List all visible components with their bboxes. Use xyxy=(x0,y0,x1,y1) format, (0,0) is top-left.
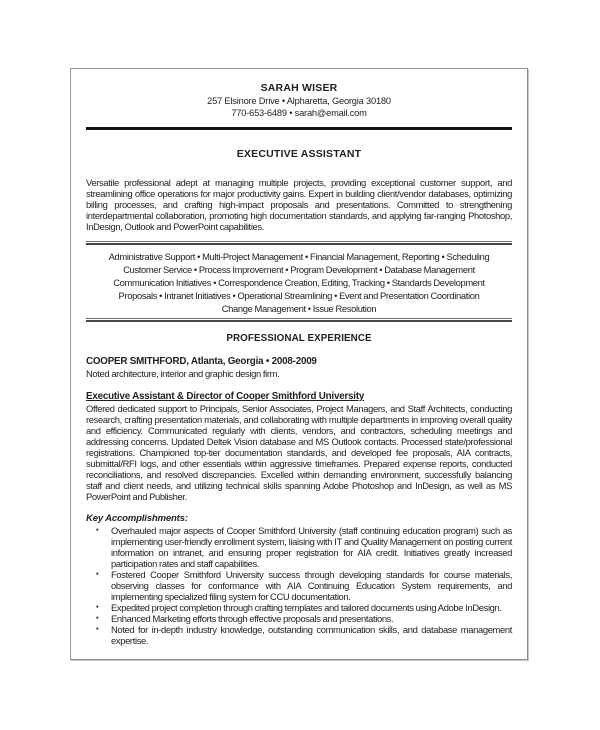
square-bullet-icon: ▪ xyxy=(96,525,99,534)
square-bullet-icon: ▪ xyxy=(96,624,99,633)
accomplishment-text: Enhanced Marketing efforts through effective proposals and presentations. xyxy=(111,613,394,624)
employer-line: COOPER SMITHFORD, Atlanta, Georgia • 2008-2009 xyxy=(86,356,317,367)
address-line: 257 Elsinore Drive • Alpharetta, Georgia 30180 xyxy=(207,96,391,106)
square-bullet-icon: ▪ xyxy=(96,569,99,578)
candidate-name: SARAH WISER xyxy=(260,82,338,94)
accomplishments-list xyxy=(86,525,512,646)
skills-line: Communication Initiatives • Correspondence Creation, Editing, Tracking • Standards Development xyxy=(113,277,485,288)
accomplishment-item xyxy=(86,569,512,602)
square-bullet-icon: ▪ xyxy=(96,602,99,611)
accomplishment-text: Expedited project completion through crafting templates and tailored documents using Adobe InDesign. xyxy=(111,602,502,613)
skills-line: Administrative Support • Multi-Project Management • Financial Management, Reporting • Scheduling xyxy=(108,251,490,262)
header-divider xyxy=(86,127,512,130)
phone-email-line: 770-653-6489 • sarah@email.com xyxy=(231,108,367,118)
section-heading-professional-experience: PROFESSIONAL EXPERIENCE xyxy=(226,333,372,344)
employer-description: Noted architecture, interior and graphic design firm. xyxy=(86,368,280,379)
role-title: Executive Assistant & Director of Cooper Smithford University xyxy=(86,391,365,402)
accomplishment-item xyxy=(86,602,512,613)
accomplishment-item xyxy=(86,525,512,569)
accomplishment-text: Fostered Cooper Smithford University success through developing standards for course materials, observing classes for conformance with AIA Continuing Education System requirements, and implementing specialized filing system for CCU documentation. xyxy=(111,569,512,602)
skills-line: Customer Service • Process Improvement • Program Development • Database Management xyxy=(123,264,475,275)
square-bullet-icon: ▪ xyxy=(96,613,99,622)
document-title: EXECUTIVE ASSISTANT xyxy=(236,148,362,160)
accomplishment-text: Noted for in-depth industry knowledge, outstanding communication skills, and database management expertise. xyxy=(111,624,512,646)
accomplishment-text: Overhauled major aspects of Cooper Smithford University (staff continuing education program) such as implementing user-friendly enrollment system, liaising with IT and Quality Management on posting current information on intranet, and ensuring proper registration for AIA credit. Initiatives greatly increased participation rates and staff capabilities. xyxy=(111,525,512,569)
skills-divider-top xyxy=(86,241,512,245)
skills-line: Proposals • Intranet Initiatives • Operational Streamlining • Event and Presentation Coordination xyxy=(118,290,480,301)
accomplishment-item xyxy=(86,613,512,624)
skills-line: Change Management • Issue Resolution xyxy=(221,303,377,314)
resume-page xyxy=(70,68,528,660)
skills-list xyxy=(86,250,512,315)
summary-paragraph: Versatile professional adept at managing multiple projects, providing exceptional customer support, and streamlining office operations for major productivity gains. Expert in building client/vendor databases, optimizing billing processes, and crafting high-impact proposals and presentations. Committed to strengthening interdepartmental collaboration, promoting high documentation standards, and applying far-ranging Photoshop, InDesign, Outlook and PowerPoint capabilities. xyxy=(86,177,512,232)
resume-header xyxy=(86,82,512,119)
key-accomplishments-heading: Key Accomplishments: xyxy=(86,513,188,524)
skills-divider-bottom xyxy=(86,318,512,322)
accomplishment-item xyxy=(86,624,512,646)
role-description: Offered dedicated support to Principals, Senior Associates, Project Managers, and Staff Architects, conducting research, crafting presentation materials, and collaborating with multiple departments in improving overall quality and efficiency. Communicated regularly with clients, vendors, and contractors, scheduling meetings and addressing concerns. Updated Deltek Vision database and MS Outlook contacts. Processed state/professional registrations. Championed top-tier documentation standards, and developed fee proposals, AIA contracts, submittal/RFI logs, and other essentials within aggressive timeframes. Prepared expense reports, conducted reconciliations, and resolved discrepancies. Excelled within demanding environment, successfully balancing staff and client needs, and utilizing technical skills spanning Adobe Photoshop and InDesign, as well as MS PowerPoint and Publisher. xyxy=(86,403,512,502)
